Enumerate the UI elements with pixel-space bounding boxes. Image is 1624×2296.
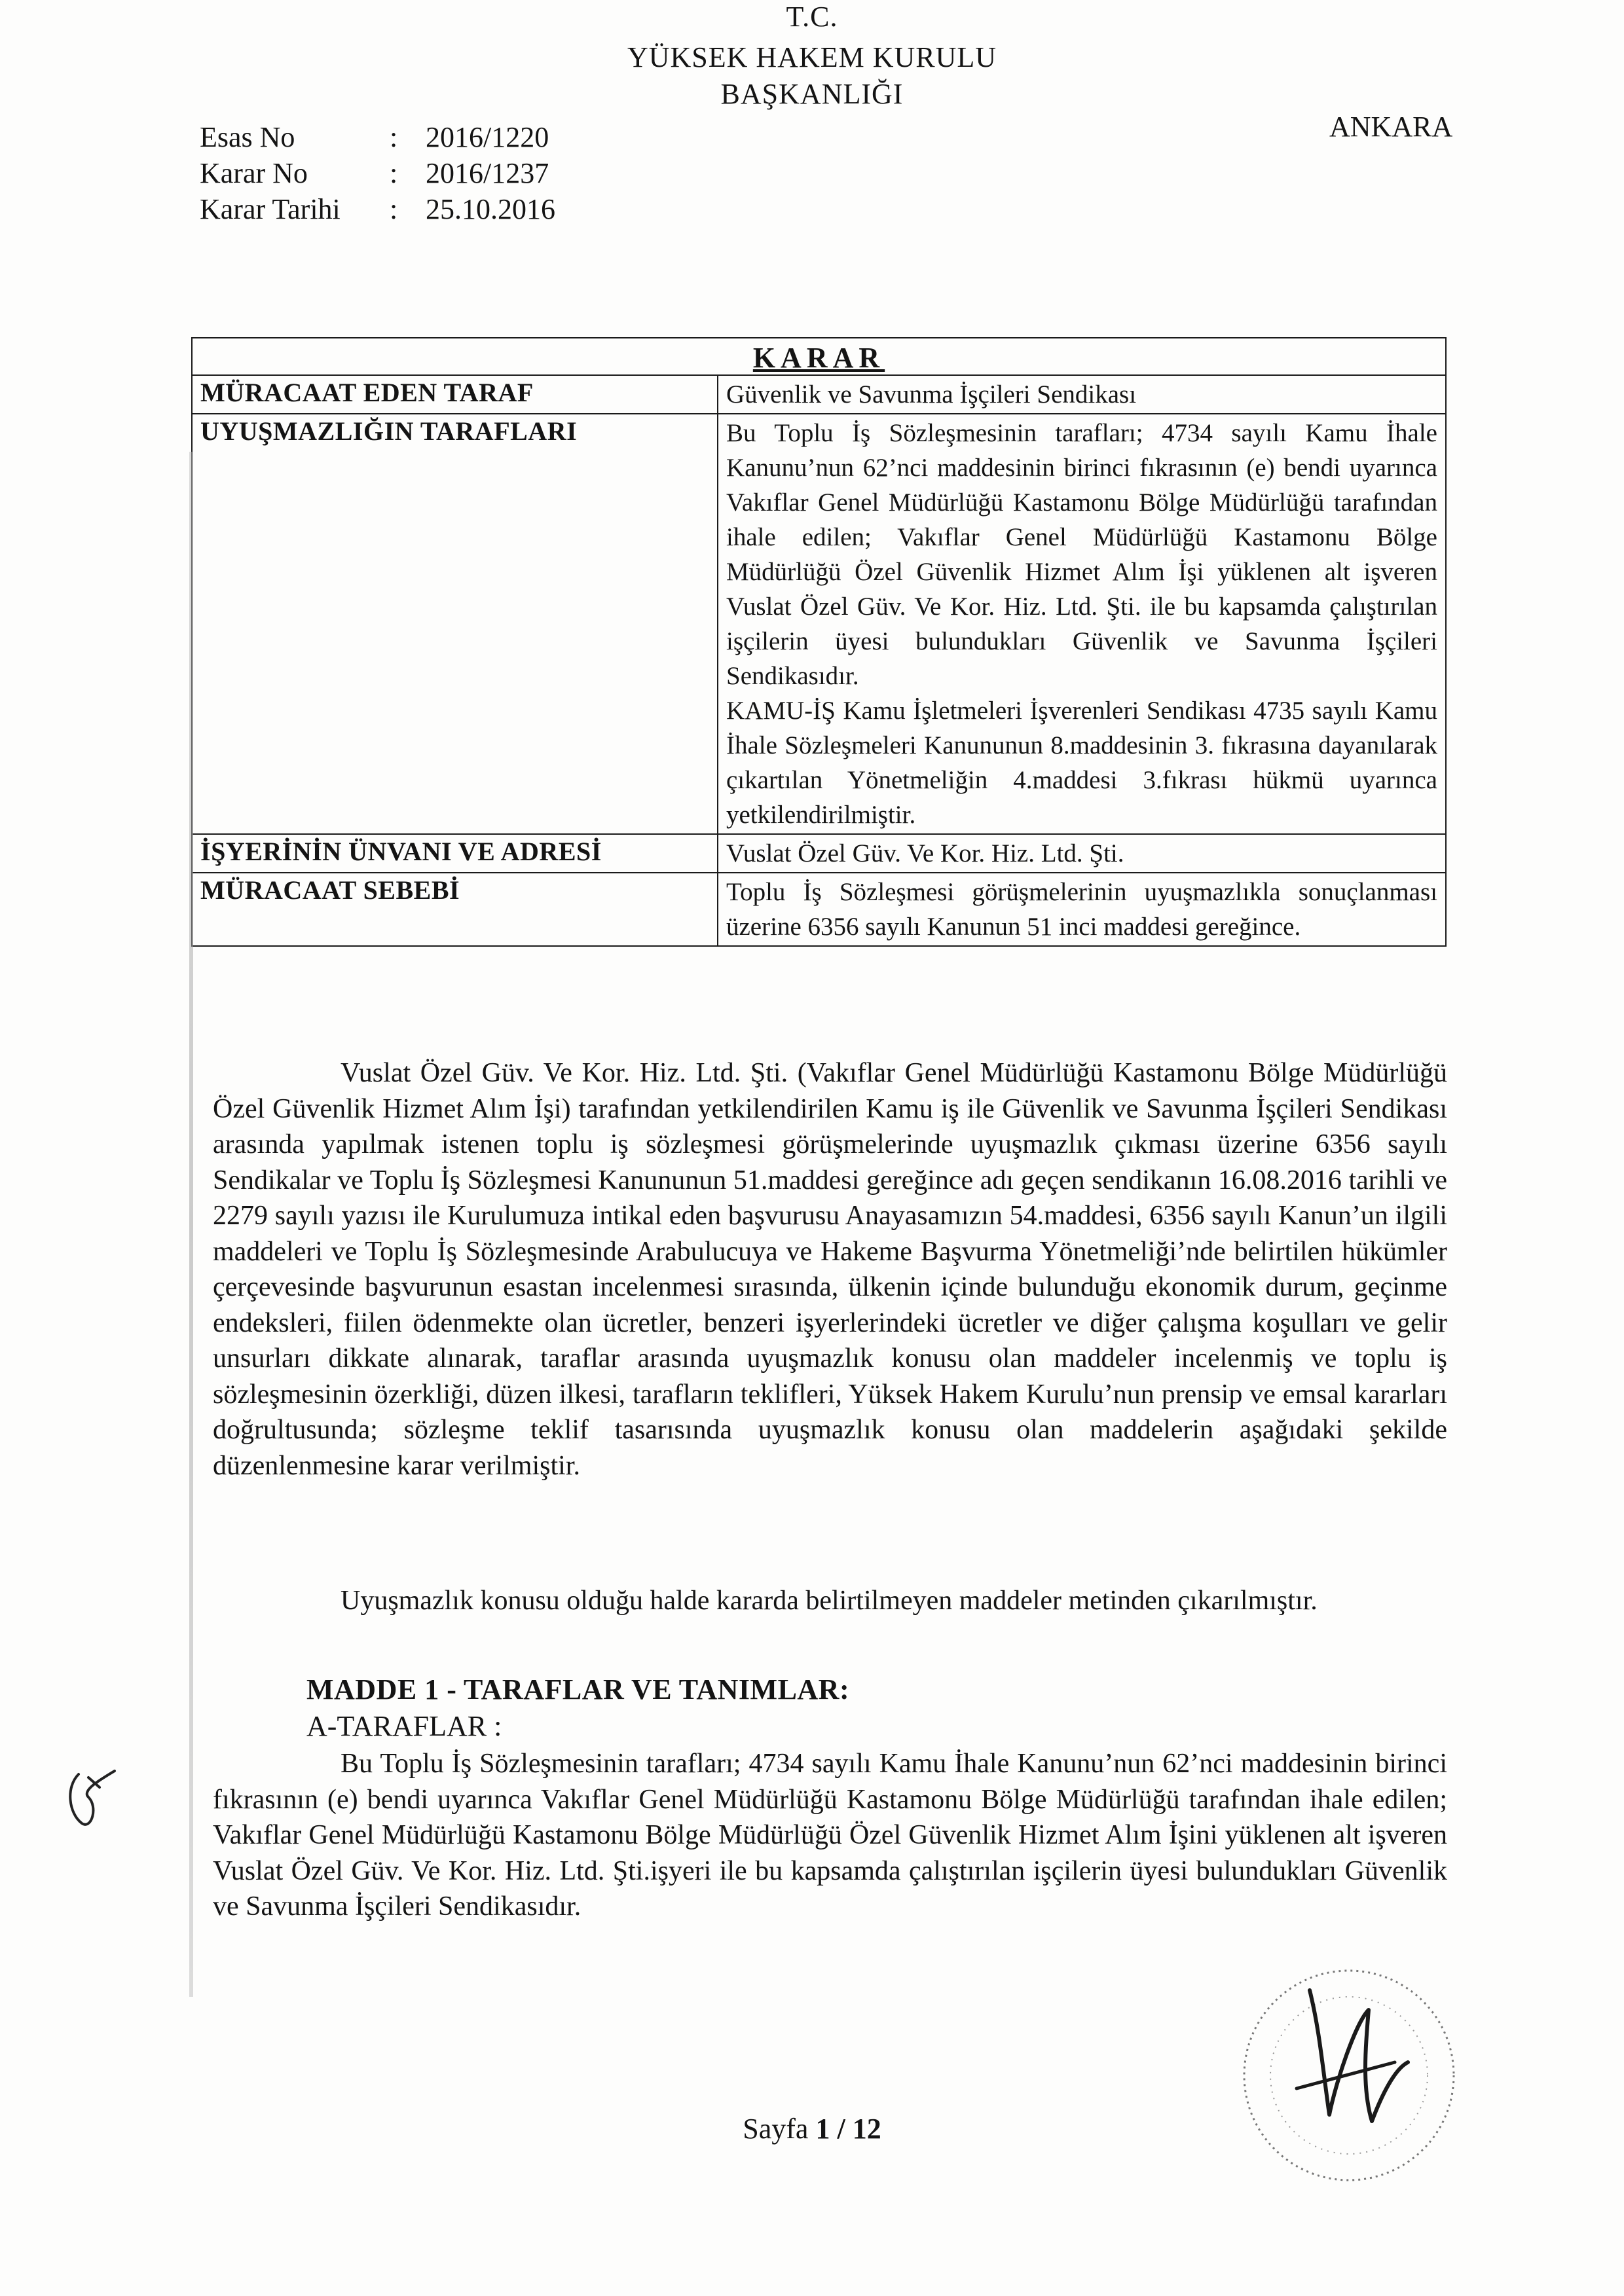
row-label-workplace: İŞYERİNİN ÜNVANI VE ADRESİ xyxy=(192,834,718,873)
row-label-dispute-parties: UYUŞMAZLIĞIN TARAFLARI xyxy=(192,414,718,834)
meta-value: 2016/1220 xyxy=(426,121,549,153)
page-separator: / xyxy=(837,2113,845,2145)
official-stamp xyxy=(1231,1951,1467,2200)
row-value-dispute-parties xyxy=(718,414,1446,834)
row-text: Güvenlik ve Savunma İşçileri Sendikası xyxy=(726,380,1137,409)
meta-colon: : xyxy=(390,157,398,189)
meta-label: Esas No xyxy=(200,121,295,153)
row-label-applicant: MÜRACAAT EDEN TARAF xyxy=(192,375,718,414)
meta-row-decision-no xyxy=(200,155,555,191)
article-subtitle: A-TARAFLAR : xyxy=(306,1710,502,1742)
meta-label: Karar No xyxy=(200,157,308,189)
meta-value: 2016/1237 xyxy=(426,157,549,189)
table-row xyxy=(192,375,1446,414)
row-text: KAMU-İŞ Kamu İşletmeleri İşverenleri Sendikası 4735 sayılı Kamu İhale Sözleşmeleri Kanununun 8.maddesinin 3. fıkrasına dayanılarak çıkartılan Yönetmeliğin 4.maddesi 3.fıkrası hükmü uyarınca yetkilendirilmiştir. xyxy=(726,697,1437,829)
table-row xyxy=(192,414,1446,834)
table-title: KARAR xyxy=(192,338,1446,375)
meta-colon: : xyxy=(390,193,398,225)
header-institution: YÜKSEK HAKEM KURULU xyxy=(627,41,997,73)
meta-row-decision-date xyxy=(200,191,555,227)
row-value-applicant xyxy=(718,375,1446,414)
handwritten-initials xyxy=(52,1761,131,1840)
paragraph-1: Vuslat Özel Güv. Ve Kor. Hiz. Ltd. Şti. (Vakıflar Genel Müdürlüğü Kastamonu Bölge Müdürlüğü Özel Güvenlik Hizmet Alım İşi) tarafından yetkilendirilen Kamu iş ile Güvenlik ve Savunma İşçileri Sendikası arasında yapılmak istenen toplu iş sözleşmesi görüşmelerinde uyuşmazlık çıkması üzerine 6356 sayılı Sendikalar ve Toplu İş Sözleşmesi Kanununun 51.maddesi gereğince adı geçen sendikanın 16.08.2016 tarihli ve 2279 sayılı yazısı ile Kurulumuza intikal eden başvurusu Anayasamızın 54.maddesi, 6356 sayılı Kanun’un ilgili maddeleri ve Toplu İş Sözleşmesinde Arabulucuya ve Hakeme Başvurma Yönetmeliği’nde belirtilen hükümler çerçevesinde başvurunun esastan incelenmesi sırasında, ülkenin içinde bulunduğu ekonomik durum, geçinme endeksleri, fiilen ödenmekte olan ücretler, benzeri işyerlerindeki ücretler ve diğer çalışma koşulları ve gelir unsurları dikkate alınarak, taraflar arasında uyuşmazlık konusu olan maddeler incelenmiş ve toplu iş sözleşmesinin özerkliği, düzen ilkesi, tarafların teklifleri, Yüksek Hakem Kurulu’nun prensip ve emsal kararları doğrultusunda; sözleşme teklif tasarısında uyuşmazlık konusu olan maddelerin aşağıdaki şekilde düzenlenmesine karar verilmiştir. xyxy=(213,1058,1447,1481)
table-row xyxy=(192,873,1446,946)
decision-table xyxy=(191,337,1447,947)
header-presidency: BAŞKANLIĞI xyxy=(720,78,904,110)
row-text: Toplu İş Sözleşmesi görüşmelerinin uyuşmazlıkla sonuçlanması üzerine 6356 sayılı Kanunun 51 inci maddesi gereğince. xyxy=(726,878,1437,941)
meta-row-case-no xyxy=(200,119,555,155)
meta-colon: : xyxy=(390,121,398,153)
page-footer xyxy=(0,2112,1624,2145)
case-meta xyxy=(200,119,555,227)
city-label: ANKARA xyxy=(1329,111,1453,143)
header-tc: T.C. xyxy=(786,1,838,33)
page-number: 1 xyxy=(815,2113,830,2145)
meta-label: Karar Tarihi xyxy=(200,193,341,225)
table-title-row xyxy=(192,338,1446,375)
article-title: MADDE 1 - TARAFLAR VE TANIMLAR: xyxy=(306,1673,850,1705)
row-text: Bu Toplu İş Sözleşmesinin tarafları; 4734 sayılı Kamu İhale Kanunu’nun 62’nci maddesinin birinci fıkrasının (e) bendi uyarınca Vakıflar Genel Müdürlüğü Kastamonu Bölge Müdürlüğü tarafından ihale edilen; Vakıflar Genel Müdürlüğü Kastamonu Bölge Müdürlüğü Özel Güvenlik Hizmet Alım İşi yüklenen alt işveren Vuslat Özel Güv. Ve Kor. Hiz. Ltd. Şti. ile bu kapsamda çalıştırılan işçilerin üyesi bulundukları Güvenlik ve Savunma İşçileri Sendikasıdır. xyxy=(726,419,1437,690)
paragraph-3: Bu Toplu İş Sözleşmesinin tarafları; 4734 sayılı Kamu İhale Kanunu’nun 62’nci maddesinin birinci fıkrasının (e) bendi uyarınca Vakıflar Genel Müdürlüğü Kastamonu Bölge Müdürlüğü tarafından ihale edilen; Vakıflar Genel Müdürlüğü Kastamonu Bölge Müdürlüğü Özel Güvenlik Hizmet Alım İşini yüklenen alt işveren Vuslat Özel Güv. Ve Kor. Hiz. Ltd. Şti.işyeri ile bu kapsamda çalıştırılan işçilerin üyesi bulundukları Güvenlik ve Savunma İşçileri Sendikasıdır. xyxy=(213,1749,1447,1922)
paragraph-2: Uyuşmazlık konusu olduğu halde kararda belirtilmeyen maddeler metinden çıkarılmıştır. xyxy=(341,1586,1318,1616)
row-text: Vuslat Özel Güv. Ve Kor. Hiz. Ltd. Şti. xyxy=(726,839,1124,867)
meta-value: 25.10.2016 xyxy=(426,193,555,225)
row-value-reason xyxy=(718,873,1446,946)
row-label-reason: MÜRACAAT SEBEBİ xyxy=(192,873,718,946)
row-value-workplace xyxy=(718,834,1446,873)
table-row xyxy=(192,834,1446,873)
scan-margin-mark xyxy=(189,452,193,1997)
page-label: Sayfa xyxy=(743,2113,809,2145)
page-total: 12 xyxy=(852,2113,881,2145)
